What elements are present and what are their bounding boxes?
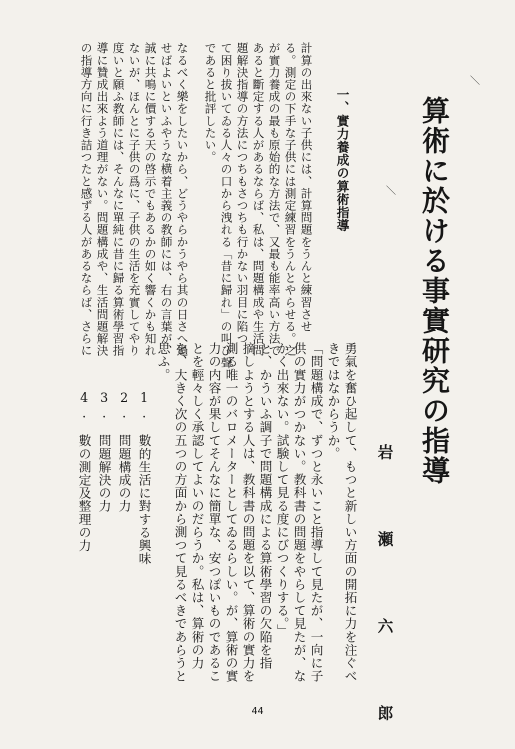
body-column: 導に贊成出來よう道理がない。問題構成や、生活問題解決: [95, 42, 110, 357]
body-column: 度いと願ふ教師には、そんなに單純に昔に歸る算術學習指: [111, 42, 126, 357]
body-column: なるべく樂をしたいから、どうやらかうやら其の日さへ過: [175, 42, 190, 357]
author-name: 岩 瀬 六 郎: [375, 444, 395, 749]
body-column: 誠に共鳴に價する天の啓示でもあるかの如く響くかも知れ: [143, 42, 158, 357]
list-item: 3. 問題解決の力: [96, 390, 112, 513]
body-column: かく出來ない。試験して見る度にびつくりする。」: [274, 342, 290, 637]
body-column: 「問題構成で、ずつと永いこと指導して見たが、一向に子: [308, 342, 324, 683]
body-column: 勇氣を奮ひ起して、もつと新しい方面の開拓に力を注ぐべ: [342, 342, 358, 683]
body-column: て困り拔いてゐる人々の口から洩れる「昔に歸れ」の叫び聲: [219, 42, 234, 369]
body-column: る。測定の下手な子供には測定練習をうんとやらせる。之: [283, 42, 298, 357]
body-column: とを輕々しく承認してよいのだらうか。私は、算術の力: [189, 342, 205, 670]
body-column: あると斷定する人があるならば、私は、問題構成や生活問: [251, 42, 266, 357]
article-title: 算術に於ける事實研究の指導: [418, 96, 451, 486]
body-column: を、大きく次の五つの方面から測つて見るべきであらうと: [172, 342, 188, 683]
body-column: であると批評したい。: [203, 42, 218, 163]
tick-mark-1: ＼: [470, 76, 480, 87]
body-column: の指導方向に行き詰つたと感ずる人があるならば、さらに: [79, 42, 94, 357]
body-column: せばよいといふやうな横着主義の教師には、右の言葉が、: [159, 42, 174, 357]
body-column: 思ふ。: [155, 342, 171, 382]
body-column: 題解決指導の方法につちもさつちも行かない羽目に陷つ: [235, 42, 250, 345]
body-column: 供の實力がつかない。教科書の問題をやらして見たが、な: [291, 342, 307, 683]
page-number: 44: [251, 706, 264, 717]
body-column: きではなからうか。: [325, 342, 341, 460]
list-item: 4. 數の測定及整理の力: [76, 390, 92, 552]
body-column: 測る唯一のバロメーターとしてゐるらしい。が、算術の實: [223, 342, 239, 683]
body-column: と、かういふ調子で問題構成による算術學習の欠陥を指: [257, 342, 273, 670]
body-column: 摘しようとする人は、教科書の問題を以て、算術の實力を: [240, 342, 256, 683]
tick-mark-2: ＼: [386, 186, 396, 197]
body-column: 力の内容が果してそんなに簡單な、安つぽいものであるこ: [206, 342, 222, 683]
body-column: が實力養成の最も原始的な方法で、又最も能率高い方法で: [267, 42, 282, 357]
body-column: ないが、ほんとに子供の爲に、子供の生活を充實してやり: [127, 42, 142, 357]
body-column: 計算の出來ない子供には、計算問題をうんと練習させ: [299, 42, 314, 333]
list-item: 2. 問題構成の力: [116, 390, 132, 513]
list-item: 1. 數的生活に對する興味: [136, 390, 152, 566]
section-heading: 一、實力養成の算術指導: [334, 88, 350, 233]
